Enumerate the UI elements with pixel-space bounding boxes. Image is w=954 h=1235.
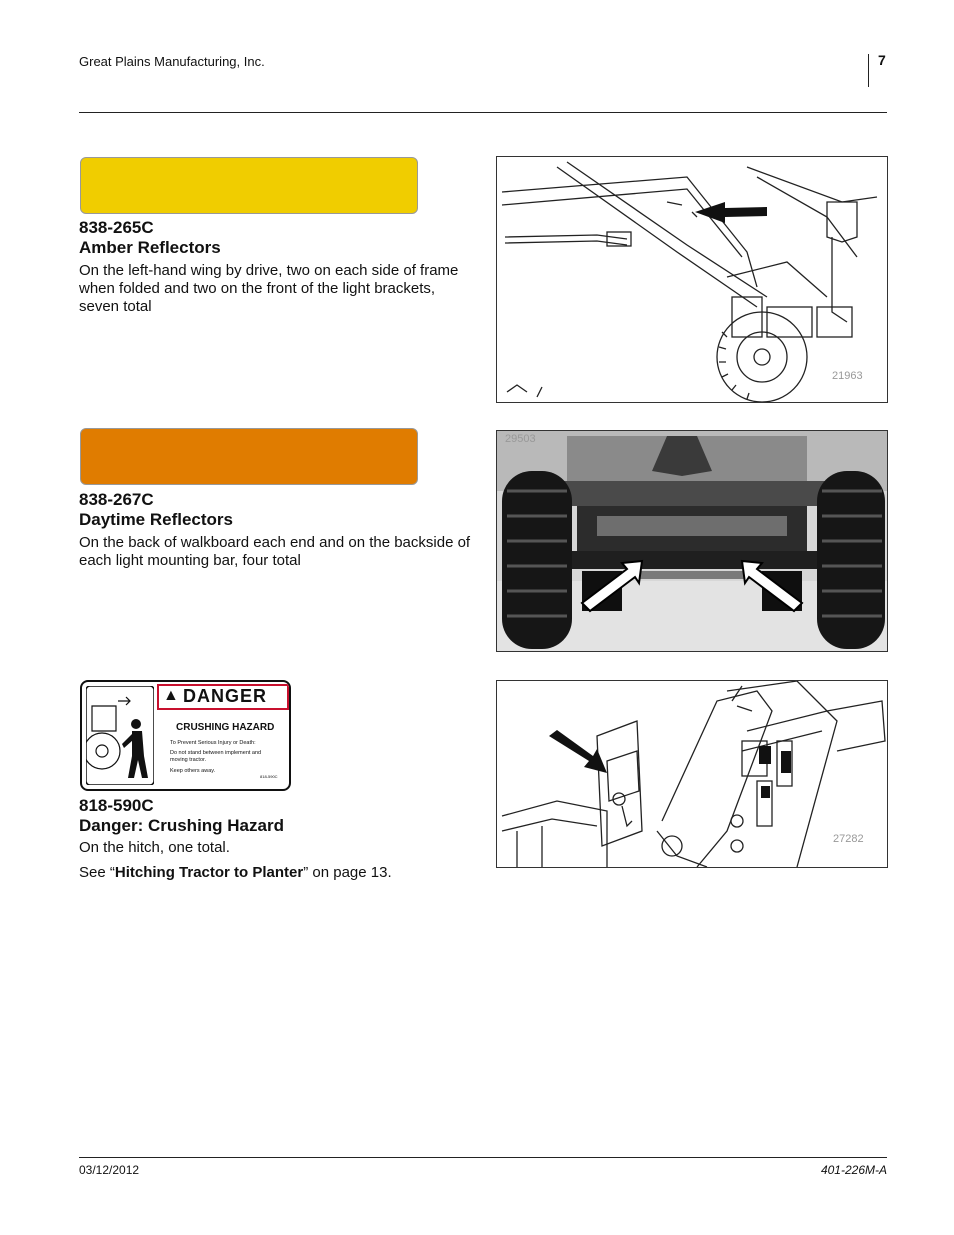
planter-rear-photo (497, 431, 887, 651)
decal-bullet: Do not stand between implement and moving tractor. (170, 750, 262, 763)
hazard-title: CRUSHING HAZARD (176, 722, 275, 733)
section-title: Daytime Reflectors (79, 510, 234, 529)
crushing-pictogram (86, 686, 154, 785)
photo-number: 21963 (832, 370, 863, 382)
hitch-illustration (497, 681, 887, 867)
section-description: On the back of walkboard each end and on the backside of each light mounting bar, four total (79, 534, 471, 569)
amber-reflector-swatch (80, 157, 418, 214)
header-company: Great Plains Manufacturing, Inc. (79, 54, 265, 69)
signal-word: DANGER (183, 686, 268, 706)
warning-triangle-icon: ▲ (163, 687, 179, 704)
decal-intro: To Prevent Serious Injury or Death: (170, 740, 256, 746)
daytime-reflector-swatch (80, 428, 418, 485)
photo-amber-reflectors (496, 156, 888, 403)
part-number: 818-590C (79, 796, 154, 815)
page-number: 7 (878, 52, 886, 68)
wing-frame-illustration (497, 157, 887, 402)
hitching-link[interactable]: Hitching Tractor to Planter (114, 864, 304, 881)
section-title: Amber Reflectors (79, 238, 221, 257)
photo-daytime-reflectors (496, 430, 888, 652)
photo-number: 27282 (833, 833, 864, 845)
header-rule (79, 112, 887, 113)
photo-number: 29503 (505, 433, 536, 445)
part-number: 838-267C (79, 490, 154, 509)
decal-code: 818-590C (260, 774, 278, 779)
see-suffix: ” on page 13. (303, 864, 392, 881)
footer-rule (79, 1157, 887, 1158)
section-title: Danger: Crushing Hazard (79, 816, 284, 835)
pointer-arrow (695, 202, 767, 223)
cross-reference (79, 864, 474, 882)
decal-bullet: Keep others away. (170, 768, 216, 774)
danger-crushing-decal (80, 680, 291, 791)
see-prefix: See “ (79, 864, 115, 881)
danger-header (157, 684, 289, 710)
section-description: On the left-hand wing by drive, two on each side of frame when folded and two on the front of the light brackets, seven total (79, 262, 459, 315)
photo-hitch-decal (496, 680, 888, 868)
header-divider (868, 54, 869, 87)
section-description: On the hitch, one total. (79, 839, 230, 856)
footer-doc-number: 401-226M-A (820, 1163, 887, 1177)
footer-date: 03/12/2012 (79, 1163, 140, 1177)
part-number: 838-265C (79, 218, 154, 237)
